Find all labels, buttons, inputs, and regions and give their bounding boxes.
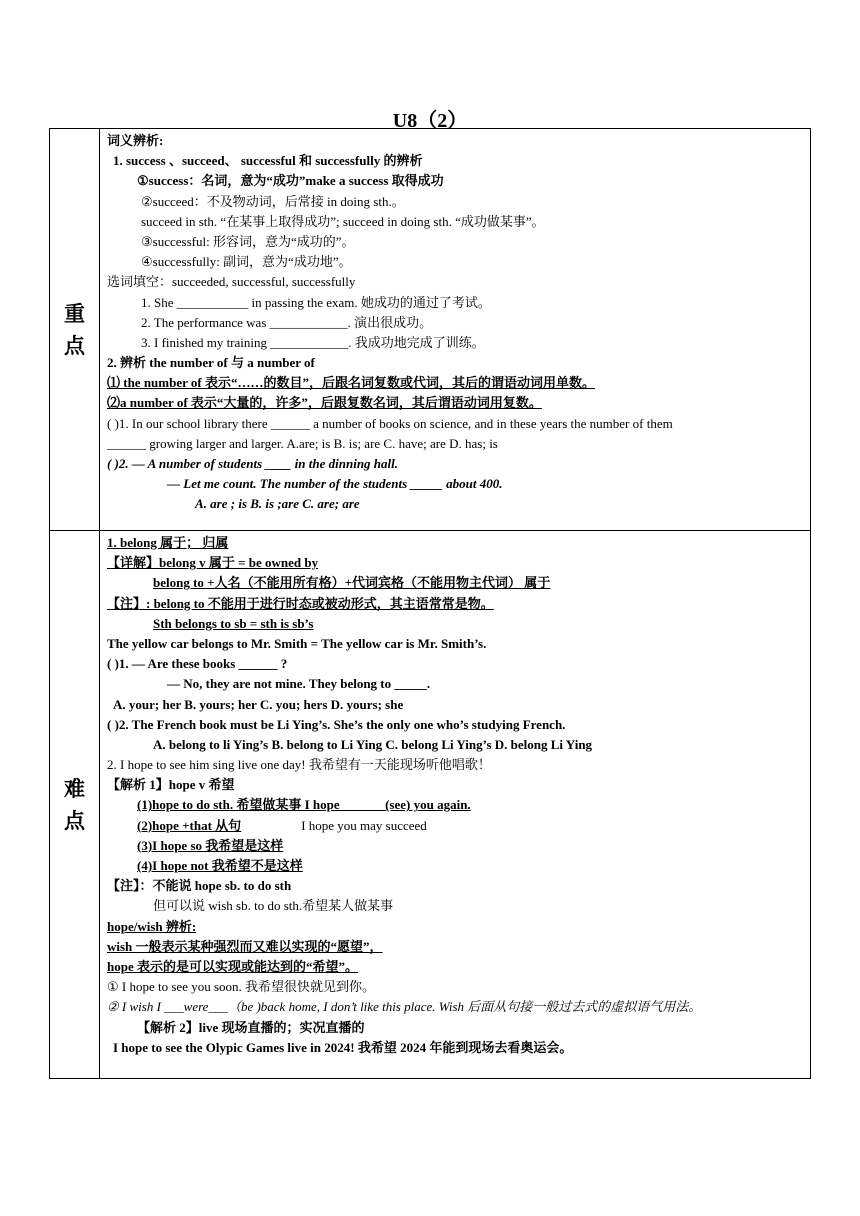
text-line: The yellow car belongs to Mr. Smith = The yellow car is Mr. Smith’s. (107, 635, 487, 651)
text-line: 但可以说 wish sb. to do sth.希望某人做某事 (153, 898, 394, 914)
question-line: A. your; her B. yours; her C. you; hers D. yours; she (113, 696, 404, 712)
text-line: (3)I hope so 我希望是这样 (137, 837, 284, 853)
question-line: — Let me count. The number of the students _____ about 400. (167, 476, 503, 492)
exercise-line: 2. The performance was ____________. 演出很成功。 (141, 314, 433, 330)
text-line: Sth belongs to sb = sth is sb’s (153, 615, 314, 631)
difficult-points-content (100, 531, 811, 1079)
text-line: ①success：名词，意为“成功”make a success 取得成功 (137, 173, 444, 189)
question-line: ( )2. — A number of students ____ in the dinning hall. (107, 456, 399, 471)
key-points-row (50, 129, 811, 531)
hope-usage-1: (1)hope to do sth. 希望做某事 I hope ______ (see) you again. (137, 797, 471, 813)
example-line: ② I wish I ___were___（be )back home, I don’t like this place. Wish 后面从句接一般过去式的虚拟语气用法。 (107, 999, 702, 1015)
example-line: ① I hope to see you soon. 我希望很快就见到你。 (107, 979, 376, 995)
text-line: belong to +人名（不能用所有格）+代词宾格（不能用物主代词） 属于 (153, 575, 551, 591)
text-line: 2. I hope to see him sing live one day! 我希望有一天能现场听他唱歌！ (107, 757, 491, 773)
text-line: 1. success 、succeed、 successful 和 successfully 的辨析 (113, 153, 423, 169)
text-line: ②succeed：不及物动词，后常接 in doing sth.。 (141, 193, 405, 209)
text-line: wish 一般表示某种强烈而又难以实现的“愿望”， (107, 938, 383, 954)
text-line: ④successfully: 副词，意为“成功地”。 (141, 254, 352, 270)
page-title: U8（2） (392, 110, 468, 132)
label-char-bottom: 点 (64, 808, 85, 833)
exercise-line: 1. She ___________ in passing the exam. 她成功的通过了考试。 (141, 294, 491, 310)
text-line: 【详解】belong v 属于 = be owned by (107, 555, 319, 571)
key-points-content (100, 129, 811, 531)
question-line: ( )2. The French book must be Li Ying’s. She’s the only one who’s studying French. (107, 716, 566, 732)
text-line: ⑴ the number of 表示“……的数目”，后跟名词复数或代词，其后的谓语动词用单数。 (107, 375, 595, 391)
question-line: ( )1. In our school library there ______ a number of books on science, and in these years the number of them (107, 415, 673, 431)
text-line: hope 表示的是可以实现或能达到的“希望”。 (107, 958, 358, 974)
text-line: 选词填空：succeeded, successful, successfully (107, 274, 356, 290)
notes-table (49, 128, 811, 1079)
hope-example-2: I hope you may succeed (301, 817, 427, 833)
example-line: I hope to see the Olypic Games live in 2024! 我希望 2024 年能到现场去看奥运会。 (113, 1039, 573, 1055)
text-line: hope/wish 辨析: (107, 918, 197, 934)
difficult-points-row (50, 531, 811, 1079)
question-line: ( )1. — Are these books ______ ? (107, 656, 288, 672)
question-line: A. are ; is B. is ;are C. are; are (195, 496, 360, 512)
text-line: ⑵a number of 表示“大量的，许多”，后跟复数名词，其后谓语动词用复数。 (107, 395, 542, 411)
text-line: ③successful: 形容词，意为“成功的”。 (141, 233, 355, 249)
text-line: 2. 辨析 the number of 与 a number of (107, 355, 315, 371)
text-line: 【注】: belong to 不能用于进行时态或被动形式，其主语常常是物。 (107, 595, 494, 611)
label-char-bottom: 点 (64, 333, 85, 358)
text-line: 词义辨析: (107, 133, 164, 148)
key-points-label (50, 129, 100, 531)
text-line: (4)I hope not 我希望不是这样 (137, 858, 303, 873)
question-line: A. belong to li Ying’s B. belong to Li Ying C. belong Li Ying’s D. belong Li Ying (153, 736, 593, 752)
text-line (107, 795, 806, 815)
text-line: 【解析 1】hope v 希望 (107, 777, 235, 793)
text-line: succeed in sth. “在某事上取得成功”; succeed in doing sth. “成功做某事”。 (141, 213, 545, 229)
difficult-points-label (50, 531, 100, 1079)
text-line: 1. belong 属于； 归属 (107, 535, 229, 550)
text-line: 【注】：不能说 hope sb. to do sth (107, 878, 292, 894)
hope-usage-2: (2)hope +that 从句 (137, 817, 242, 833)
label-char-top: 难 (64, 776, 85, 801)
text-line: 【解析 2】live 现场直播的；实况直播的 (137, 1019, 365, 1035)
question-line: ______ growing larger and larger. A.are; is B. is; are C. have; are D. has; is (107, 435, 498, 451)
text-line (107, 816, 806, 836)
question-line: — No, they are not mine. They belong to _____. (167, 676, 431, 692)
label-char-top: 重 (64, 301, 85, 326)
exercise-line: 3. I finished my training ____________. 我成功地完成了训练。 (141, 334, 485, 350)
